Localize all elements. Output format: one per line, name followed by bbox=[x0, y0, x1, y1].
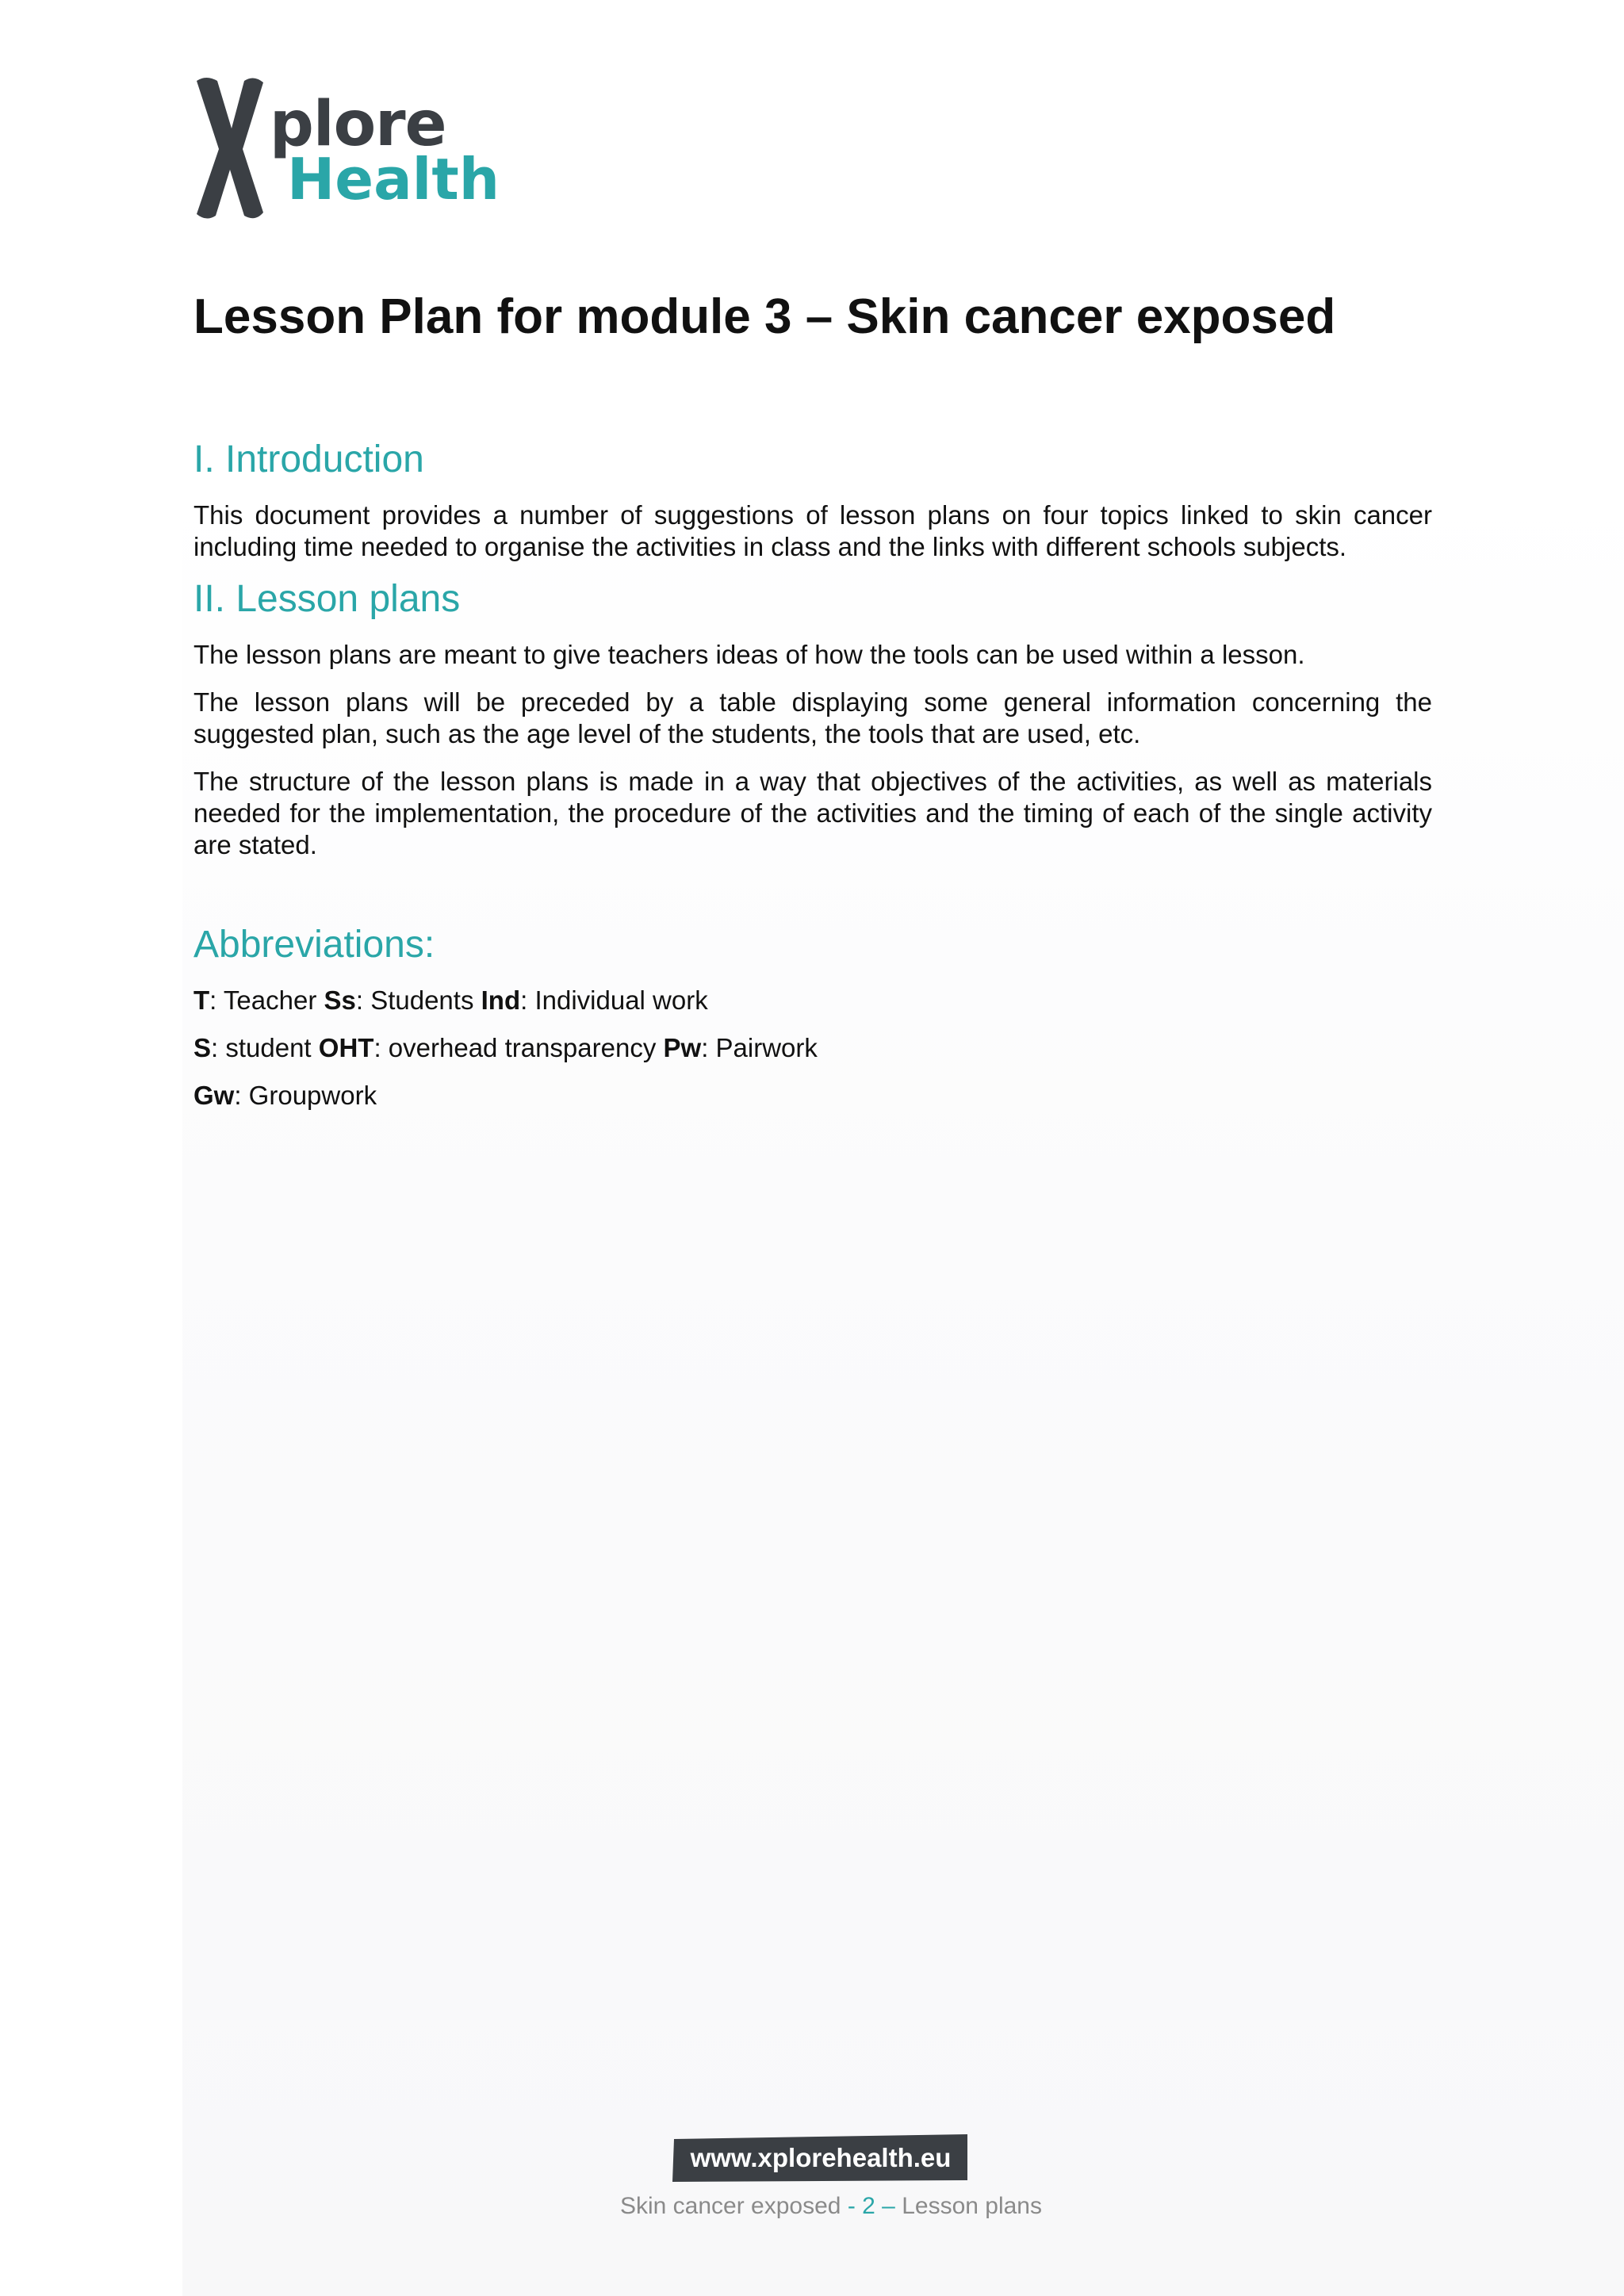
footer-caption-left: Skin cancer exposed bbox=[619, 2193, 848, 2219]
abbreviation-line-2 bbox=[193, 1032, 818, 1064]
page-title: Lesson Plan for module 3 – Skin cancer exposed bbox=[193, 289, 1336, 344]
abbr-definition: : Students bbox=[355, 985, 481, 1015]
footer-caption-right: Lesson plans bbox=[894, 2193, 1042, 2219]
logo-word-health: Health bbox=[287, 146, 500, 212]
abbr-term: Gw bbox=[193, 1081, 235, 1110]
abbreviation-line-1 bbox=[193, 985, 708, 1016]
lesson-plans-paragraph-1: The lesson plans are meant to give teachers ideas of how the tools can be used within a lesson. bbox=[193, 640, 1305, 669]
website-url-badge[interactable] bbox=[672, 2134, 969, 2182]
abbr-definition: : overhead transparency bbox=[373, 1033, 664, 1062]
lesson-plans-paragraph-2: The lesson plans will be preceded by a table displaying some general information concerning the suggested plan, such as the age level of the students, the tools that are used, etc. bbox=[193, 687, 1432, 748]
abbr-definition: : Teacher bbox=[209, 985, 324, 1015]
abbr-term: T bbox=[193, 985, 210, 1015]
logo-x-icon bbox=[190, 73, 278, 224]
abbreviations-heading: Abbreviations: bbox=[193, 924, 435, 966]
abbr-term: Ss bbox=[324, 985, 356, 1015]
abbr-term: Ind bbox=[481, 985, 521, 1015]
abbr-term: OHT bbox=[318, 1033, 374, 1062]
abbr-definition: : Pairwork bbox=[701, 1033, 818, 1062]
page-number: - 2 – bbox=[847, 2193, 895, 2219]
introduction-paragraph: This document provides a number of suggestions of lesson plans on four topics linked to skin cancer including time needed to organise the activities in class and the links with different schools subjects. bbox=[193, 500, 1432, 561]
abbr-definition: : student bbox=[211, 1033, 319, 1062]
abbreviation-line-3 bbox=[193, 1080, 377, 1112]
introduction-heading: I. Introduction bbox=[193, 438, 424, 480]
lesson-plans-paragraph-3: The structure of the lesson plans is made in a way that objectives of the activities, as well as materials needed for the implementation, the procedure of the activities and the timing of each of the single activity are stated. bbox=[193, 767, 1432, 859]
footer-caption bbox=[0, 2193, 1624, 2220]
abbr-term: S bbox=[193, 1033, 212, 1062]
logo-word-plore: plore bbox=[270, 89, 446, 160]
abbr-term: Pw bbox=[663, 1033, 702, 1062]
website-url[interactable]: www.xplorehealth.eu bbox=[690, 2143, 952, 2172]
lesson-plans-heading: II. Lesson plans bbox=[193, 578, 461, 620]
xplore-health-logo bbox=[190, 73, 500, 224]
abbr-definition: : Groupwork bbox=[234, 1081, 377, 1110]
abbr-definition: : Individual work bbox=[520, 985, 708, 1015]
